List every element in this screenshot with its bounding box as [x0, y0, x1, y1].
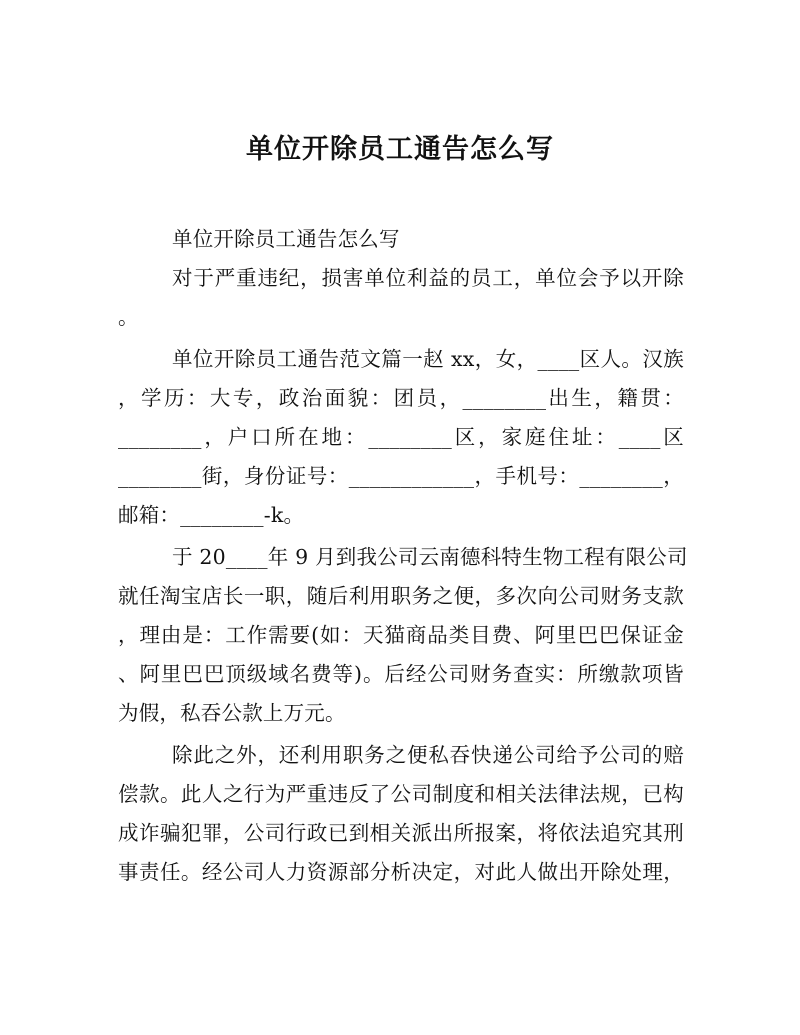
- body-line-profile-2: ，学历：大专，政治面貌：团员，________出生，籍贯：: [118, 386, 684, 411]
- body-line-profile-1: 单位开除员工通告范文篇一赵 xx，女，____区人。汉族: [172, 347, 684, 372]
- body-line-incident-2: 就任淘宝店长一职，随后利用职务之便，多次向公司财务支款: [118, 584, 684, 609]
- body-line-incident-3: ，理由是：工作需要(如：天猫商品类目费、阿里巴巴保证金: [118, 622, 684, 647]
- document-title: 单位开除员工通告怎么写: [246, 134, 554, 165]
- body-line-decision-4: 事责任。经公司人力资源部分析决定，对此人做出开除处理，: [118, 859, 684, 884]
- body-line-incident-1: 于 20____年 9 月到我公司云南德科特生物工程有限公司: [172, 545, 688, 570]
- body-line-decision-2: 偿款。此人之行为严重违反了公司制度和相关法律法规，已构: [118, 782, 684, 807]
- body-line-profile-5: 邮箱：________-k。: [118, 502, 305, 527]
- body-line-decision-3: 成诈骗犯罪，公司行政已到相关派出所报案，将依法追究其刑: [118, 820, 684, 845]
- document-body: [118, 220, 688, 892]
- body-line-intro-end: 。: [118, 304, 139, 329]
- body-line-profile-4: ________街，身份证号：____________，手机号：________，: [118, 463, 684, 488]
- body-line-profile-3: ________，户口所在地：________区，家庭住址：____区: [118, 424, 684, 449]
- body-line-subtitle: 单位开除员工通告怎么写: [172, 227, 400, 251]
- body-line-incident-4: 、阿里巴巴顶级域名费等)。后经公司财务查实：所缴款项皆: [118, 661, 684, 686]
- body-line-decision-1: 除此之外，还利用职务之便私吞快递公司给予公司的赔: [172, 743, 684, 768]
- body-line-incident-5: 为假，私吞公款上万元。: [118, 700, 346, 725]
- body-line-intro: 对于严重违纪，损害单位利益的员工，单位会予以开除: [172, 265, 684, 290]
